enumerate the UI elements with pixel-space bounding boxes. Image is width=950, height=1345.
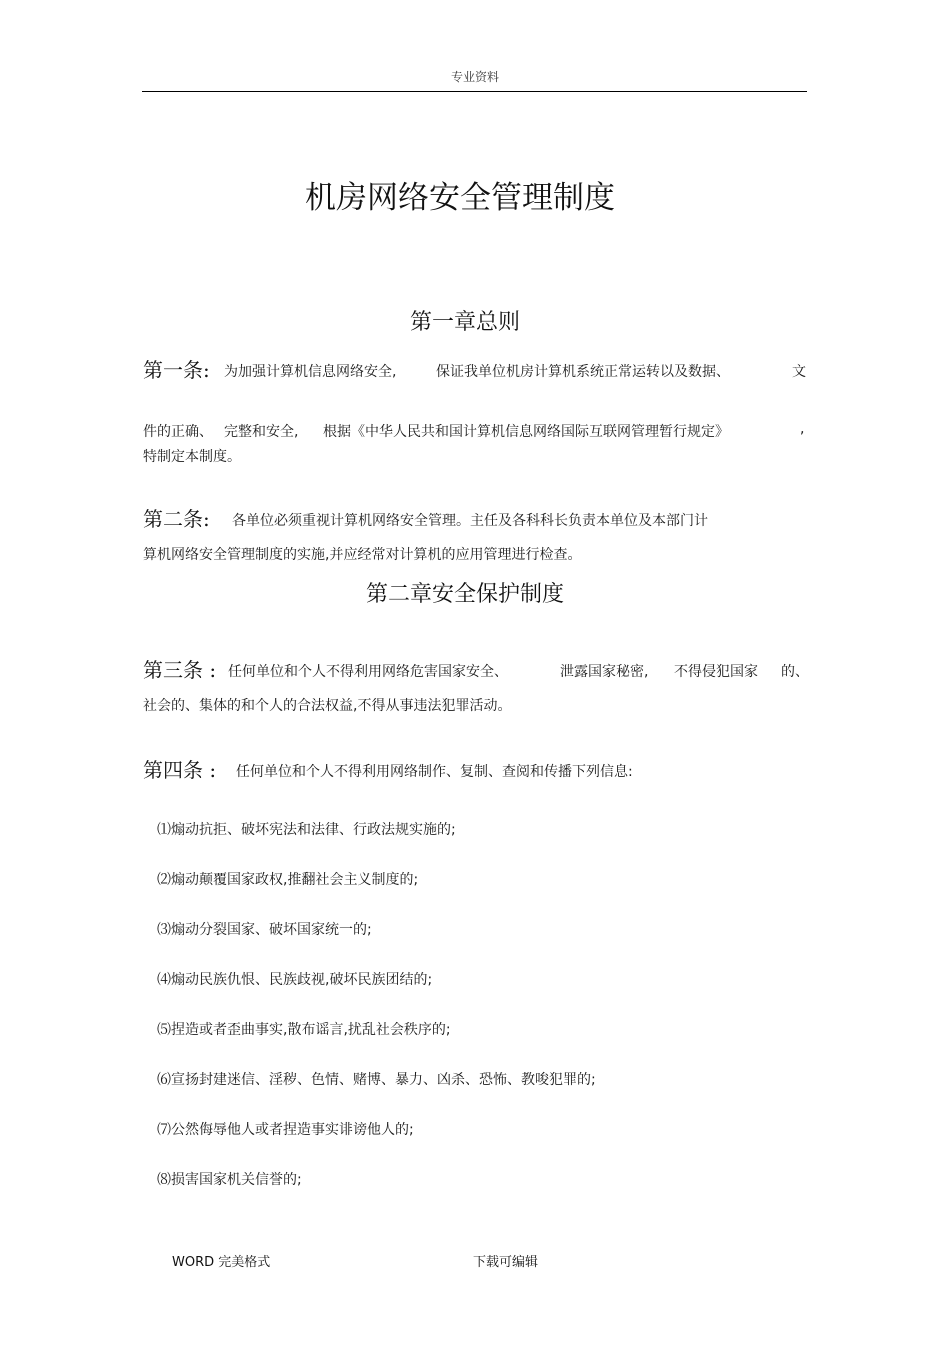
article-1-text: 完整和安全, [224, 424, 299, 440]
footer-right: 下载可编辑 [473, 1255, 539, 1270]
article-3-text: 泄露国家秘密, [560, 664, 649, 680]
chapter-2-title: 第二章安全保护制度 [365, 582, 564, 607]
article-3-label: 第三条 : [143, 658, 217, 682]
list-item: ⑷煽动民族仇恨、民族歧视,破坏民族团结的; [157, 972, 433, 988]
article-3-text: 的、 [781, 664, 809, 680]
article-1-text: 为加强计算机信息网络安全, [224, 364, 397, 380]
list-item: ⑴煽动抗拒、破坏宪法和法律、行政法规实施的; [157, 822, 456, 838]
list-item: ⑵煽动颠覆国家政权,推翻社会主义制度的; [157, 872, 419, 888]
article-1-text: 文 [792, 364, 806, 380]
article-4-label: 第四条 : [143, 758, 217, 782]
list-item: ⑹宣扬封建迷信、淫秽、色情、赌博、暴力、凶杀、恐怖、教唆犯罪的; [157, 1072, 596, 1088]
document-title: 机房网络安全管理制度 [305, 180, 615, 216]
header-rule [142, 91, 807, 92]
article-1-text: 件的正确、 [143, 424, 213, 440]
chapter-1-title: 第一章总则 [409, 310, 520, 335]
page-header: 专业资料 [450, 70, 499, 84]
article-3-text: 任何单位和个人不得利用网络危害国家安全、 [228, 664, 508, 680]
article-1-text: , [800, 421, 805, 437]
list-item: ⑶煽动分裂国家、破坏国家统一的; [157, 922, 372, 938]
article-2-label: 第二条: [143, 507, 210, 531]
article-1-text: 保证我单位机房计算机系统正常运转以及数据、 [436, 364, 730, 380]
list-item: ⑸捏造或者歪曲事实,散布谣言,扰乱社会秩序的; [157, 1022, 451, 1038]
article-2-text: 算机网络安全管理制度的实施,并应经常对计算机的应用管理进行检查。 [143, 547, 582, 563]
article-4-text: 任何单位和个人不得利用网络制作、复制、查阅和传播下列信息: [236, 764, 633, 780]
list-item: ⑻损害国家机关信誉的; [157, 1172, 302, 1188]
article-1-text: 特制定本制度。 [143, 449, 241, 465]
article-3-text: 社会的、集体的和个人的合法权益,不得从事违法犯罪活动。 [143, 698, 512, 714]
footer-left: WORD 完美格式 [172, 1255, 271, 1270]
article-2-text: 各单位必须重视计算机网络安全管理。主任及各科科长负责本单位及本部门计 [232, 513, 708, 529]
article-3-text: 不得侵犯国家 [674, 664, 758, 680]
article-1-label: 第一条: [143, 358, 210, 382]
article-1-text: 根据《中华人民共和国计算机信息网络国际互联网管理暂行规定》 [323, 424, 729, 440]
list-item: ⑺公然侮辱他人或者捏造事实诽谤他人的; [157, 1122, 414, 1138]
